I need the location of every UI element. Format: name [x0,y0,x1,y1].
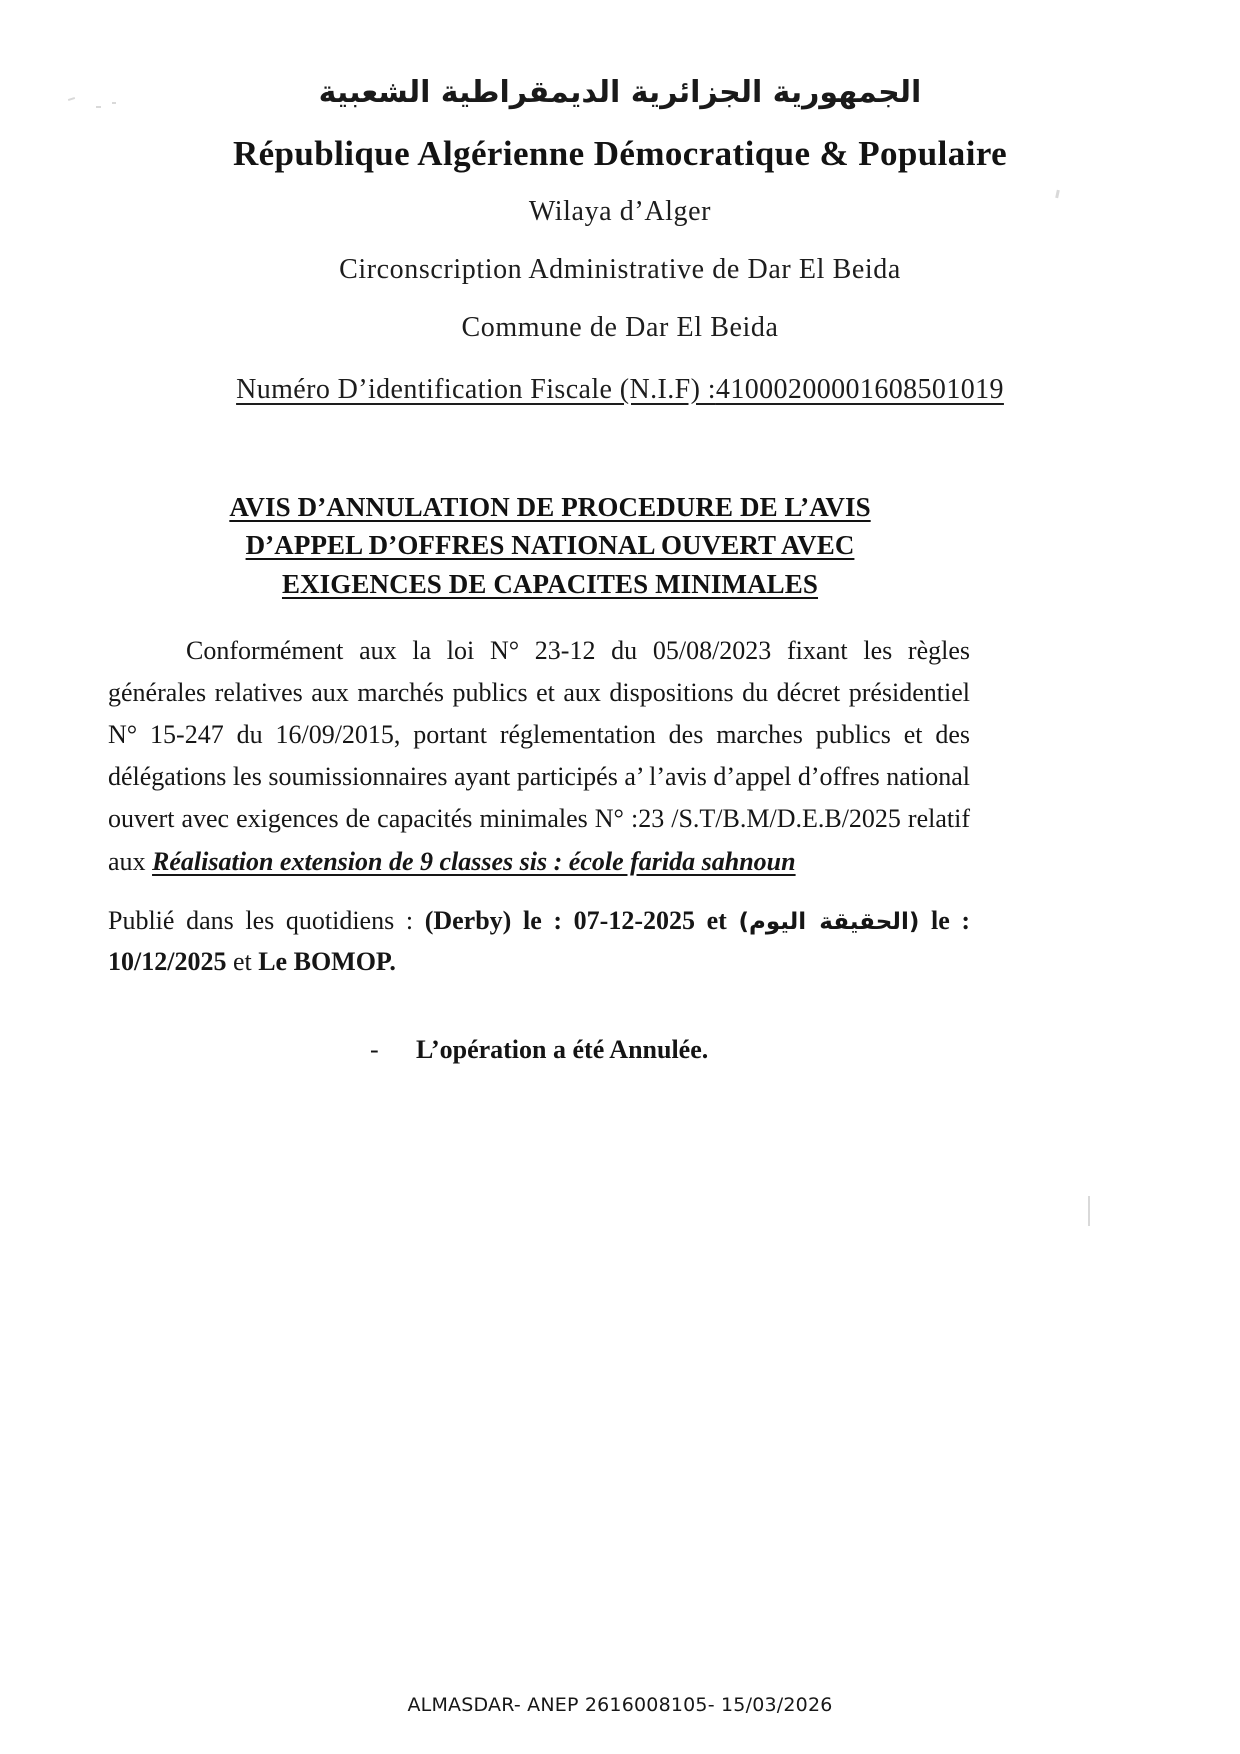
circonscription-line: Circonscription Administrative de Dar El Beida [339,253,901,285]
publication-conjunction: et [694,906,739,935]
publication-date-label-1: le : [522,906,574,935]
nif-label: Numéro D’identification Fiscale (N.I.F) : [236,373,716,405]
publication-date-2: 10/12/2025 [108,947,227,977]
document-header [0,74,1240,406]
publication-prefix: Publié dans les quotidiens : [108,906,425,935]
commune-line: Commune de Dar El Beida [461,311,779,343]
publication-bomop: Le BOMOP. [258,947,396,977]
notice-title-line-1: AVIS D’ANNULATION DE PROCEDURE DE L’AVIS [229,492,871,522]
scan-artifact [1088,1196,1090,1226]
cancellation-statement [370,1035,708,1065]
bullet-dash: - [370,1035,379,1064]
arabic-republic-title: الجمهورية الجزائرية الديمقراطية الشعبية [318,75,922,110]
publication-paragraph [108,900,970,982]
publication-block [108,900,970,982]
publication-date-1: 07-12-2025 [573,906,695,935]
notice-title-line-3: EXIGENCES DE CAPACITES MINIMALES [281,568,819,599]
newspaper-name-arabic: (الحقيقة اليوم) [738,909,920,935]
nif-value: 41000200001608501019 [715,373,1004,405]
republic-title: République Algérienne Démocratique & Populaire [232,133,1008,173]
footer-reference: ALMASDAR- ANEP 2616008105- 15/03/2026 [407,1694,833,1716]
nif-line [0,374,1240,406]
body-paragraph-block [108,630,970,883]
document-footer [0,1694,1240,1716]
newspaper-name-derby: (Derby) [424,906,512,935]
cancellation-text: L’opération a été Annulée. [416,1035,709,1064]
notice-title [150,488,950,603]
legal-reference-paragraph [108,630,970,883]
notice-title-line-2: D’APPEL D’OFFRES NATIONAL OUVERT AVEC [245,530,855,561]
publication-suffix-plain: et [226,947,259,977]
project-designation: Réalisation extension de 9 classes sis : école farida sahnoun [152,846,796,876]
legal-reference-text: Conformément aux la loi N° 23-12 du 05/08/2023 fixant les règles générales relatives aux marchés publics et aux dispositions du décret présidentiel N° 15-247 du 16/09/2015, portant réglementation des marches publics et des délégations les soumissionnaires ayant participés a’ l’avis d’appel d’offres national ouvert avec exigences de capacités minimales N° :23 /S.T/B.M/D.E.B/2025 relatif aux [108,636,970,876]
wilaya-line: Wilaya d’Alger [528,195,712,227]
publication-date-label-2: le : [919,906,971,935]
